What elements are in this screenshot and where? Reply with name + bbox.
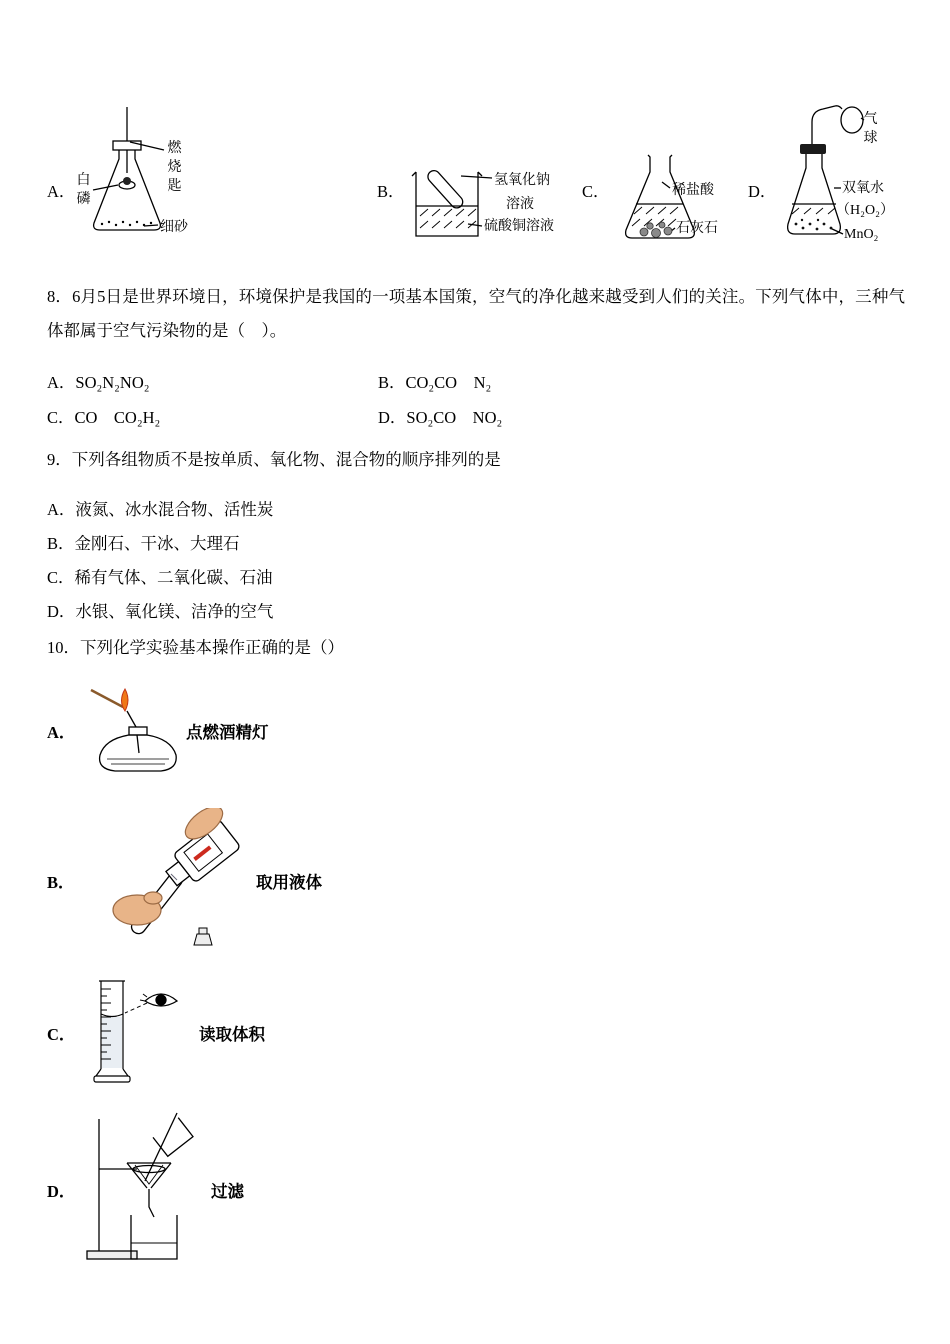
balloon-shape [841, 107, 863, 133]
sand-layer [101, 221, 152, 226]
question8-option-d: D．SO₂CO NO₂ [378, 407, 503, 427]
cuso4-solution-label: 硫酸铜溶液 [484, 219, 554, 234]
question9-option-d: D．水银、氧化镁、洁净的空气 [47, 602, 274, 621]
white-phosphorus-sample [123, 177, 131, 185]
question8-stem: 8．6月5日是世界环境日，环境保护是我国的一项基本国策，空气的净化越来越受到人们的关注。下列气体中，三种气体都属于空气污染物的是（ ）。 [47, 287, 905, 340]
question10-option-c [0, 977, 950, 1089]
liquid-column [102, 1017, 122, 1068]
graduated-cylinder-diagram [85, 977, 185, 1089]
question10-option-a-caption: 点燃酒精灯 [186, 722, 269, 742]
peroxide-formula-label: （H₂O₂） [836, 203, 894, 218]
question9-stem: 9．下列各组物质不是按单质、氧化物、混合物的顺序排列的是 [47, 449, 501, 469]
apparatus-d-diagram [778, 96, 948, 258]
apparatus-option-b-letter: B． [377, 182, 405, 201]
question8-option-c: C．CO CO₂H₂ [47, 407, 161, 427]
filtration-setup-diagram [85, 1111, 197, 1269]
question9-option-b: B．金刚石、干冰、大理石 [47, 534, 240, 553]
sight-line [125, 1003, 147, 1013]
limestone-chunks [640, 222, 672, 238]
pouring-liquid-diagram [85, 808, 250, 953]
balloon-label: 气球 [863, 112, 878, 146]
naoh-solution-label-line2: 溶液 [506, 197, 534, 212]
question10-option-b-caption: 取用液体 [256, 872, 322, 892]
question9-option-c: C．稀有气体、二氧化碳、石油 [47, 568, 273, 587]
apparatus-a-diagram [72, 95, 207, 257]
question9-option-a: A．液氮、冰水混合物、活性炭 [47, 500, 274, 519]
question8-option-a: A．SO₂N₂NO₂ [47, 372, 150, 392]
bottle-stopper [194, 928, 212, 945]
question10-option-d [0, 1111, 950, 1269]
fine-sand-label: 细砂 [160, 220, 188, 235]
burning-spoon-label: 燃烧匙 [167, 141, 182, 194]
apparatus-option-c-letter: C． [582, 182, 610, 201]
apparatus-option-d-letter: D． [748, 182, 777, 201]
question10-stem: 10．下列化学实验基本操作正确的是（） [47, 638, 344, 657]
alcohol-lamp-diagram [85, 683, 180, 778]
apparatus-option-a-letter: A． [47, 182, 76, 201]
question10-option-c-caption: 读取体积 [199, 1025, 265, 1044]
question10-option-c-letter: C． [47, 1025, 76, 1044]
rubber-stopper [800, 144, 826, 154]
peroxide-label: 双氧水 [842, 181, 884, 196]
question10-option-d-letter: D． [47, 1182, 76, 1201]
dilute-hcl-label: 稀盐酸 [672, 183, 714, 198]
question10-option-d-caption: 过滤 [211, 1182, 244, 1201]
question10-option-a-letter: A． [47, 722, 76, 742]
apparatus-c-diagram [612, 152, 782, 252]
white-phosphorus-label: 白磷 [76, 173, 91, 207]
left-thumb [144, 892, 162, 904]
mno2-label: MnO₂ [844, 227, 879, 242]
question8-options [0, 365, 950, 435]
question9-options [0, 493, 950, 629]
question10-option-a [0, 683, 950, 778]
question10-option-b [0, 808, 950, 953]
limestone-label: 石灰石 [676, 221, 718, 236]
question10-option-b-letter: B． [47, 872, 75, 892]
question8-option-b: B．CO₂CO N₂ [378, 372, 492, 392]
naoh-solution-label-line1: 氢氧化钠 [494, 173, 550, 188]
mno2-powder [795, 219, 833, 231]
apparatus-b-diagram [408, 166, 598, 246]
question7-apparatus-row [0, 0, 950, 262]
match-stick [91, 690, 123, 707]
